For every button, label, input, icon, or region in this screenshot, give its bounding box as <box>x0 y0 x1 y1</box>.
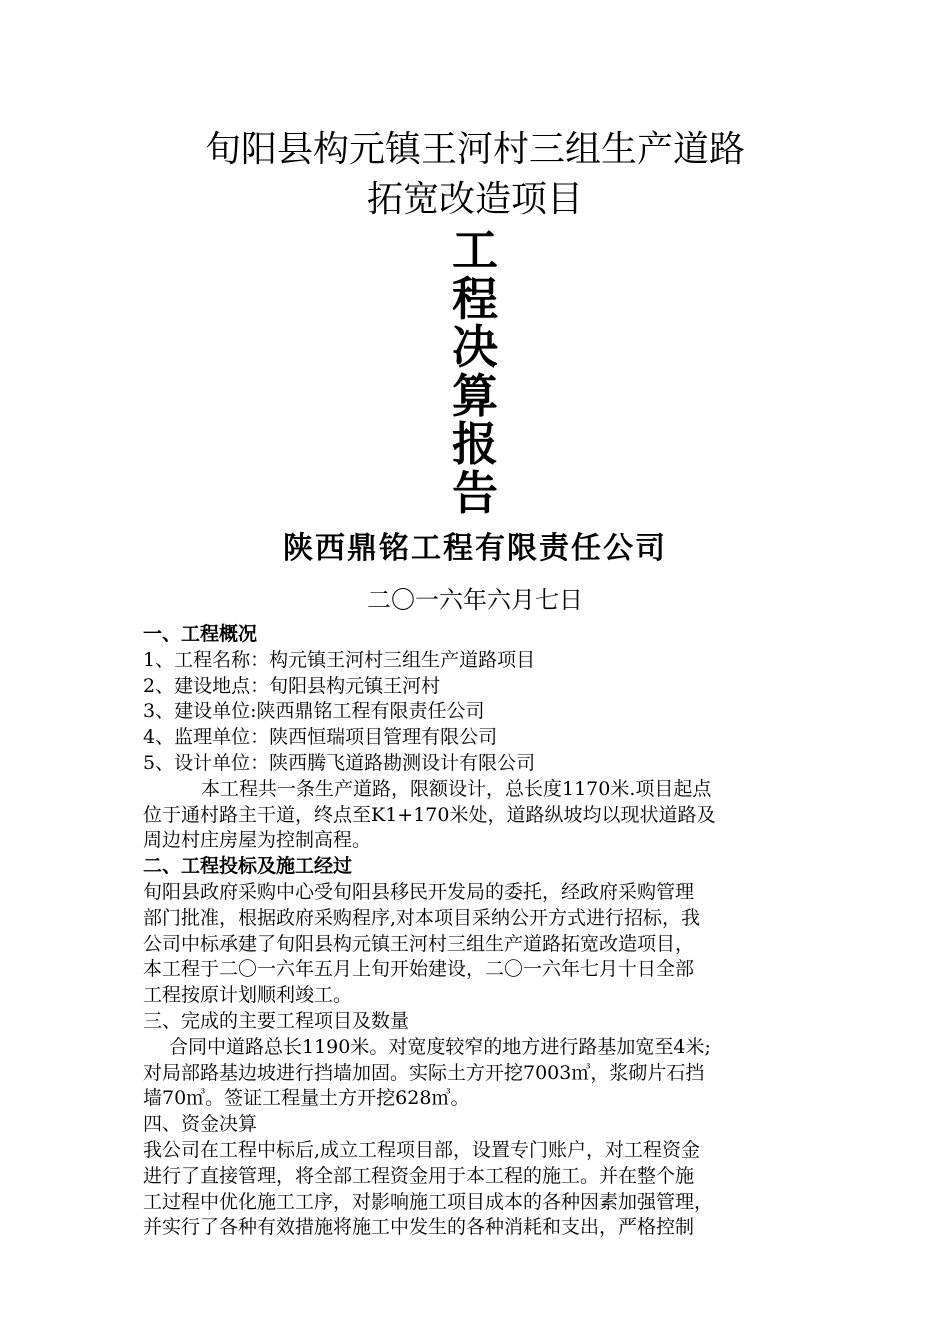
report-title-char: 报 <box>452 417 498 471</box>
paragraph-line: 本工程共一条生产道路，限额设计，总长度1170米.项目起点 <box>201 777 712 800</box>
paragraph-line: 公司中标承建了旬阳县构元镇王河村三组生产道路拓宽改造项目， <box>143 932 695 955</box>
paragraph-line: 旬阳县政府采购中心受旬阳县移民开发局的委托，经政府采购管理 <box>143 880 695 903</box>
section-heading: 二、工程投标及施工经过 <box>143 855 353 878</box>
report-title-char: 程 <box>452 271 498 326</box>
company-name: 陕西鼎铭工程有限责任公司 <box>283 531 667 566</box>
project-title-line-1: 旬阳县构元镇王河村三组生产道路 <box>204 129 745 170</box>
paragraph-line: 并实行了各种有效措施将施工中发生的各种消耗和支出，严格控制 <box>143 1216 695 1239</box>
paragraph-line: 周边村庄房屋为控制高程。 <box>143 829 372 852</box>
paragraph-line: 我公司在工程中标后,成立工程项目部，设置专门账户，对工程资金 <box>143 1138 701 1161</box>
report-title-char: 工 <box>452 223 498 277</box>
overview-item: 2、建设地点：旬阳县构元镇王河村 <box>143 674 441 697</box>
report-title-vertical <box>425 223 525 520</box>
paragraph-line: 对局部路基边坡进行挡墙加固。实际土方开挖7003㎥，浆砌片石挡 <box>143 1061 705 1084</box>
paragraph-line: 合同中道路总长1190米。对宽度较窄的地方进行路基加宽至4米; <box>169 1035 711 1058</box>
report-title-char: 告 <box>452 465 498 520</box>
section-heading: 一、工程概况 <box>143 623 258 645</box>
report-date: 二〇一六年六月七日 <box>367 586 583 614</box>
overview-item: 1、工程名称：构元镇王河村三组生产道路项目 <box>143 648 536 671</box>
overview-item: 3、建设单位:陕西鼎铭工程有限责任公司 <box>143 700 485 723</box>
paragraph-line: 位于通村路主干道，终点至K1+170米处，道路纵坡均以现状道路及 <box>143 803 716 826</box>
report-body <box>143 622 813 1241</box>
section-heading: 四、资金决算 <box>143 1113 258 1136</box>
paragraph-line: 部门批准，根据政府采购程序,对本项目采纳公开方式进行招标，我 <box>143 906 701 929</box>
report-title-char: 决 <box>452 320 498 374</box>
paragraph-line: 进行了直接管理，将全部工程资金用于本工程的施工。并在整个施 <box>143 1164 695 1187</box>
project-title-line-2: 拓宽改造项目 <box>366 179 583 220</box>
overview-item: 4、监理单位：陕西恒瑞项目管理有限公司 <box>143 726 498 749</box>
paragraph-line: 工程按原计划顺利竣工。 <box>143 984 353 1007</box>
overview-item: 5、设计单位：陕西腾飞道路勘测设计有限公司 <box>143 751 536 774</box>
section-heading: 三、完成的主要工程项目及数量 <box>143 1009 410 1032</box>
paragraph-line: 墙70㎥。签证工程量土方开挖628㎥。 <box>143 1087 470 1110</box>
report-title-char: 算 <box>452 368 498 423</box>
paragraph-line: 工过程中优化施工工序，对影响施工项目成本的各种因素加强管理， <box>143 1190 714 1213</box>
paragraph-line: 本工程于二〇一六年五月上旬开始建设，二〇一六年七月十日全部 <box>143 958 695 981</box>
